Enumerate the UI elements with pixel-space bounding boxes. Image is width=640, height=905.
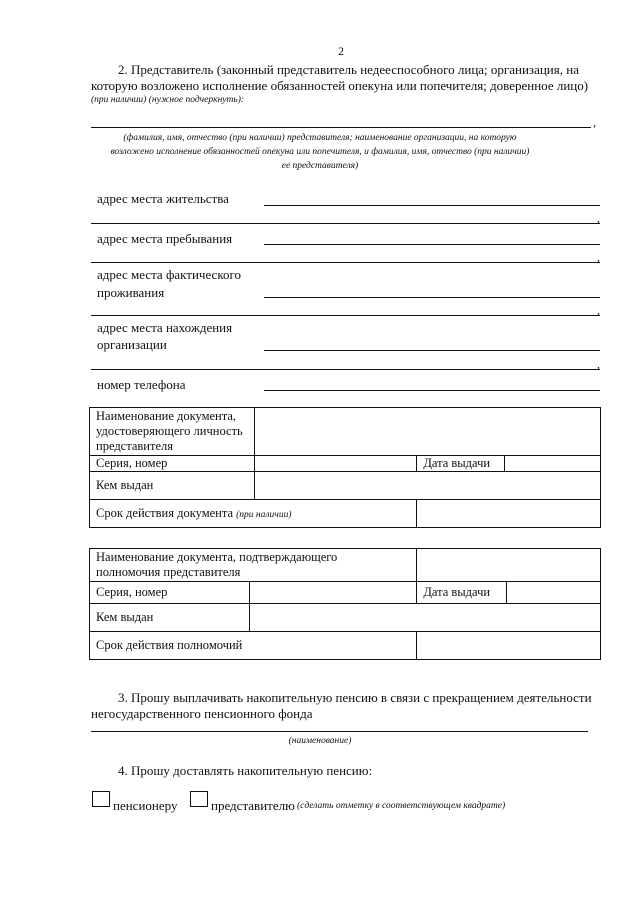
authority-series-field[interactable] bbox=[249, 582, 417, 604]
representative-caption-line3: ее представителя) bbox=[281, 161, 359, 171]
authority-issuer-label: Кем выдан bbox=[90, 604, 250, 632]
section3-text-line1: 3. Прошу выплачивать накопительную пенсию в связи с прекращением деятельности bbox=[118, 690, 592, 705]
section4-note: (сделать отметку в соответствующем квадрате) bbox=[297, 801, 506, 811]
address-residence-line2[interactable] bbox=[91, 223, 600, 224]
authority-doc-table bbox=[89, 548, 601, 660]
identity-issuer-field[interactable] bbox=[254, 472, 600, 500]
section2-heading-line2: которую возложено исполнение обязанностей опекуна или попечителя; доверенное лицо) bbox=[91, 78, 589, 93]
representative-checkbox[interactable] bbox=[190, 791, 208, 807]
phone-label: номер телефона bbox=[97, 377, 186, 392]
section4-text: 4. Прошу доставлять накопительную пенсию: bbox=[118, 763, 373, 778]
identity-series-label: Серия, номер bbox=[90, 456, 255, 472]
representative-name-line[interactable] bbox=[91, 127, 591, 128]
identity-issuer-label: Кем выдан bbox=[90, 472, 255, 500]
comma: , bbox=[597, 250, 600, 264]
table-row bbox=[90, 604, 601, 632]
pensioner-option-label: пенсионеру bbox=[113, 798, 178, 813]
address-org-label-line1: адрес места нахождения bbox=[97, 320, 233, 335]
section3-text-line2: негосударственного пенсионного фонда bbox=[91, 706, 313, 721]
representative-option-label: представителю bbox=[211, 798, 295, 813]
address-org-label-line2: организации bbox=[97, 337, 167, 352]
address-org-line2[interactable] bbox=[91, 369, 600, 370]
authority-doc-name-field[interactable] bbox=[417, 549, 601, 582]
address-actual-line2[interactable] bbox=[91, 315, 600, 316]
phone-line[interactable] bbox=[264, 390, 600, 391]
comma: , bbox=[593, 115, 596, 129]
authority-date-field[interactable] bbox=[507, 582, 601, 604]
address-stay-label: адрес места пребывания bbox=[97, 231, 233, 246]
authority-doc-name-label: Наименование документа, подтверждающего полномочия представителя bbox=[90, 549, 417, 582]
address-actual-label-line1: адрес места фактического bbox=[97, 267, 241, 282]
identity-doc-name-label: Наименование документа, удостоверяющего личность представителя bbox=[90, 408, 255, 456]
identity-validity-field[interactable] bbox=[417, 500, 601, 528]
identity-validity-note: (при наличии) bbox=[236, 509, 292, 520]
identity-date-label: Дата выдачи bbox=[417, 456, 505, 472]
representative-caption-line2: возложено исполнение обязанностей опекуна или попечителя, и фамилия, имя, отчество (при наличии) bbox=[110, 147, 530, 157]
address-actual-label-line2: проживания bbox=[97, 285, 165, 300]
representative-caption-line1: (фамилия, имя, отчество (при наличии) представителя; наименование организации, на которую bbox=[123, 133, 517, 143]
comma: , bbox=[597, 211, 600, 225]
authority-validity-label: Срок действия полномочий bbox=[90, 632, 417, 660]
table-row bbox=[90, 549, 601, 582]
identity-doc-table bbox=[89, 407, 601, 528]
identity-validity-label: Срок действия документа (при наличии) bbox=[90, 500, 417, 528]
section2-heading-note: (при наличии) (нужное подчеркнуть): bbox=[91, 95, 245, 105]
address-residence-label: адрес места жительства bbox=[97, 191, 229, 206]
section2-heading-line1: 2. Представитель (законный представитель недееспособного лица; организация, на bbox=[118, 62, 579, 77]
table-row bbox=[90, 456, 601, 472]
comma: , bbox=[597, 357, 600, 371]
table-row bbox=[90, 408, 601, 456]
identity-series-field[interactable] bbox=[254, 456, 417, 472]
address-residence-line1[interactable] bbox=[264, 205, 600, 206]
authority-date-label: Дата выдачи bbox=[417, 582, 507, 604]
table-row bbox=[90, 472, 601, 500]
address-org-line1[interactable] bbox=[264, 350, 600, 351]
address-stay-line1[interactable] bbox=[264, 244, 600, 245]
table-row bbox=[90, 500, 601, 528]
fund-name-caption: (наименование) bbox=[288, 736, 352, 746]
table-row bbox=[90, 582, 601, 604]
page-number: 2 bbox=[338, 44, 344, 58]
table-row bbox=[90, 632, 601, 660]
fund-name-line[interactable] bbox=[91, 731, 588, 732]
address-actual-line1[interactable] bbox=[264, 297, 600, 298]
authority-series-label: Серия, номер bbox=[90, 582, 250, 604]
pensioner-checkbox[interactable] bbox=[92, 791, 110, 807]
identity-date-field[interactable] bbox=[505, 456, 601, 472]
authority-issuer-field[interactable] bbox=[249, 604, 600, 632]
identity-doc-name-field[interactable] bbox=[254, 408, 600, 456]
comma: , bbox=[597, 303, 600, 317]
authority-validity-field[interactable] bbox=[417, 632, 601, 660]
address-stay-line2[interactable] bbox=[91, 262, 600, 263]
